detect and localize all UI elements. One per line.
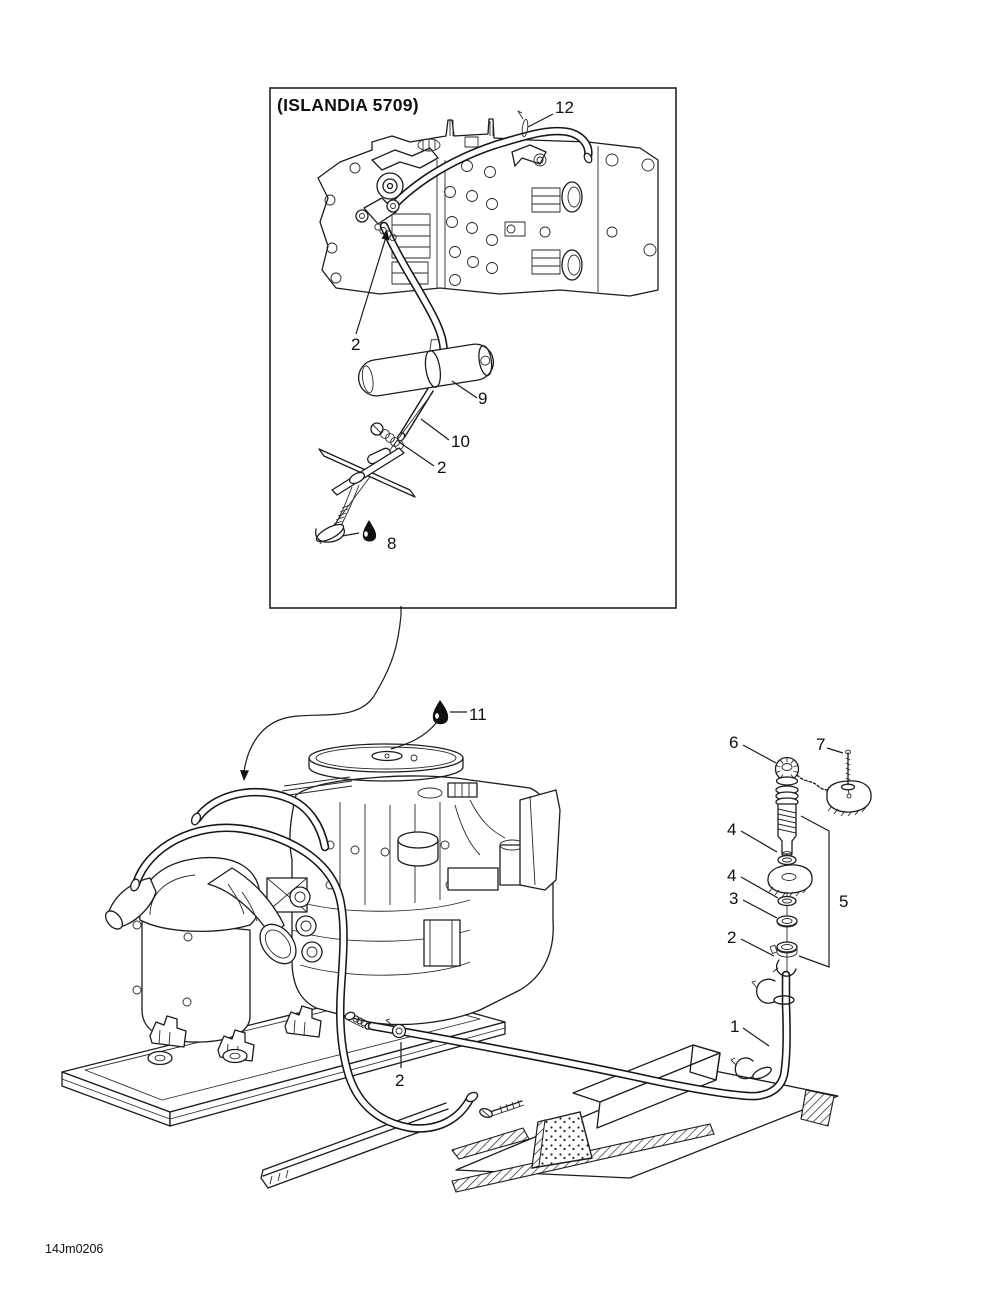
callout-1: 1 xyxy=(730,1017,740,1036)
callout-4-upper: 4 xyxy=(727,820,737,839)
callout-12: 12 xyxy=(555,98,574,117)
drawing-code: 14Jm0206 xyxy=(45,1242,104,1256)
washer-lower-4 xyxy=(778,897,796,906)
callout-8: 8 xyxy=(387,534,397,553)
callout-10: 10 xyxy=(451,432,470,451)
callout-2-spring: 2 xyxy=(437,458,447,477)
callout-2-filler: 2 xyxy=(727,928,737,947)
oil-drop-highlight xyxy=(364,531,368,537)
callout-7: 7 xyxy=(816,735,826,754)
callout-2-fitting: 2 xyxy=(351,335,361,354)
callout-6: 6 xyxy=(729,733,739,752)
callout-4-lower: 4 xyxy=(727,866,737,885)
callout-9: 9 xyxy=(478,389,488,408)
filler-cap xyxy=(776,758,799,786)
callout-2-bed: 2 xyxy=(395,1071,405,1090)
washer-upper-4 xyxy=(778,856,796,865)
callout-5: 5 xyxy=(839,892,849,911)
callout-3: 3 xyxy=(729,889,739,908)
callout-11: 11 xyxy=(469,705,487,724)
gasket-3 xyxy=(777,916,797,927)
inset-title: (ISLANDIA 5709) xyxy=(277,95,419,115)
hull-right-cut-hatched xyxy=(801,1090,834,1126)
